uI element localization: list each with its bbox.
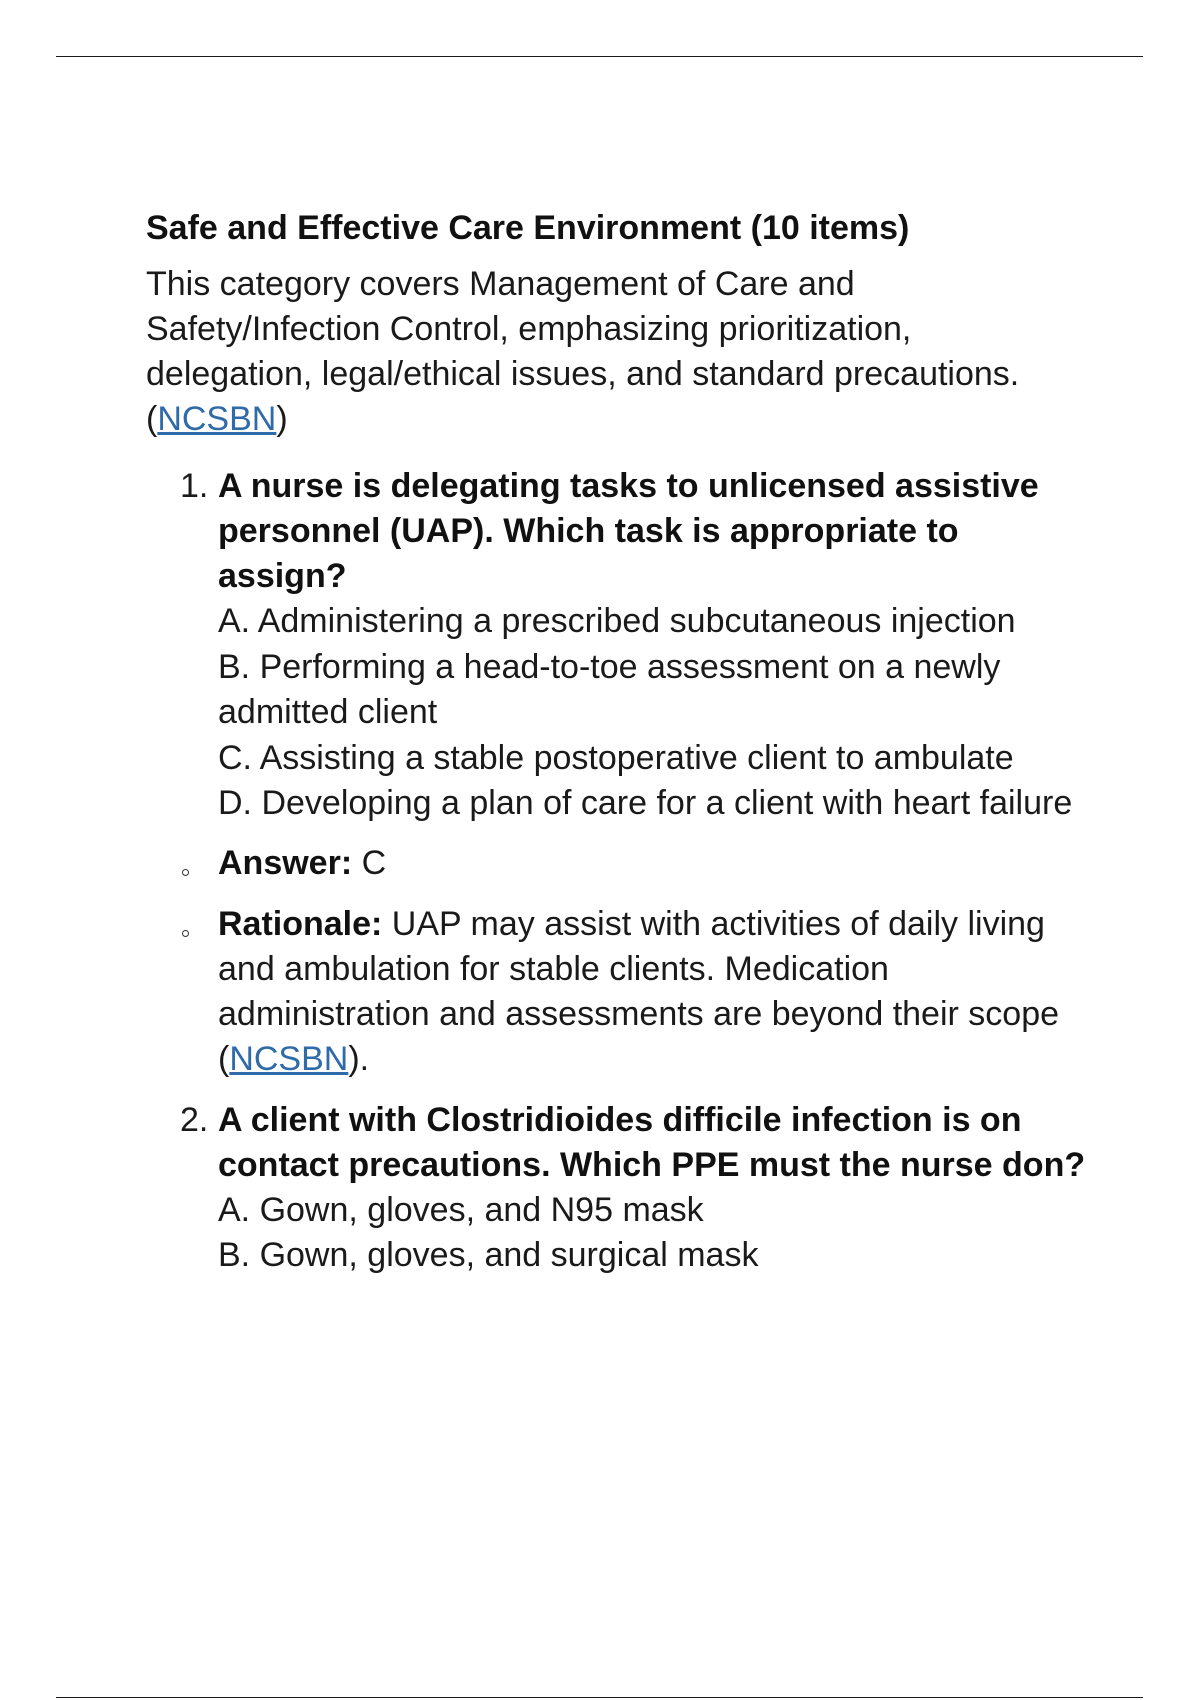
answer-line xyxy=(218,841,1086,886)
question-item xyxy=(146,464,1086,827)
question-stem: A nurse is delegating tasks to unlicensed assistive personnel (UAP). Which task is appropriate to assign? xyxy=(218,467,1039,595)
intro-text: This category covers Management of Care and Safety/Infection Control, emphasizing prioritization, delegation, legal/ethical issues, and standard precautions. xyxy=(146,265,1020,393)
question-list xyxy=(146,464,1086,827)
question-1-answer-list xyxy=(146,841,1086,1082)
question-number: 1. xyxy=(180,467,209,505)
answer-value: C xyxy=(352,843,387,882)
ncsbn-link[interactable]: NCSBN xyxy=(157,400,277,438)
document-body xyxy=(146,206,1086,1279)
top-rule xyxy=(56,56,1143,57)
question-list-continued xyxy=(146,1098,1086,1279)
intro-close-paren: ) xyxy=(276,400,288,438)
option-b: B. Performing a head-to-toe assessment on a newly admitted client xyxy=(218,647,1001,731)
circle-bullet-icon xyxy=(182,930,189,937)
rationale-label: Rationale: xyxy=(218,904,383,943)
option-d: D. Developing a plan of care for a client with heart failure xyxy=(218,784,1073,822)
question-stem: A client with Clostridioides difficile infection is on contact precautions. Which PPE must the nurse don? xyxy=(218,1100,1086,1184)
question-number: 2. xyxy=(180,1100,209,1139)
section-heading: Safe and Effective Care Environment (10 items) xyxy=(146,209,910,247)
option-b: B. Gown, gloves, and surgical mask xyxy=(218,1236,759,1274)
bottom-rule xyxy=(56,1697,1143,1698)
section-intro xyxy=(146,262,1086,442)
intro-open-paren: ( xyxy=(146,400,158,438)
question-item xyxy=(146,1098,1086,1279)
circle-bullet-icon xyxy=(182,869,189,876)
option-c: C. Assisting a stable postoperative client to ambulate xyxy=(218,738,1014,777)
answer-label: Answer: xyxy=(218,843,353,882)
rationale-end: ). xyxy=(348,1039,370,1078)
rationale-text: UAP may assist with activities of daily living and ambulation for stable clients. Medication administration and assessments are beyond their scope ( xyxy=(218,904,1060,1078)
rationale-ncsbn-link[interactable]: NCSBN xyxy=(229,1039,349,1078)
rationale-line xyxy=(218,902,1086,1082)
option-a: A. Gown, gloves, and N95 mask xyxy=(218,1190,704,1229)
option-a: A. Administering a prescribed subcutaneous injection xyxy=(218,602,1016,640)
